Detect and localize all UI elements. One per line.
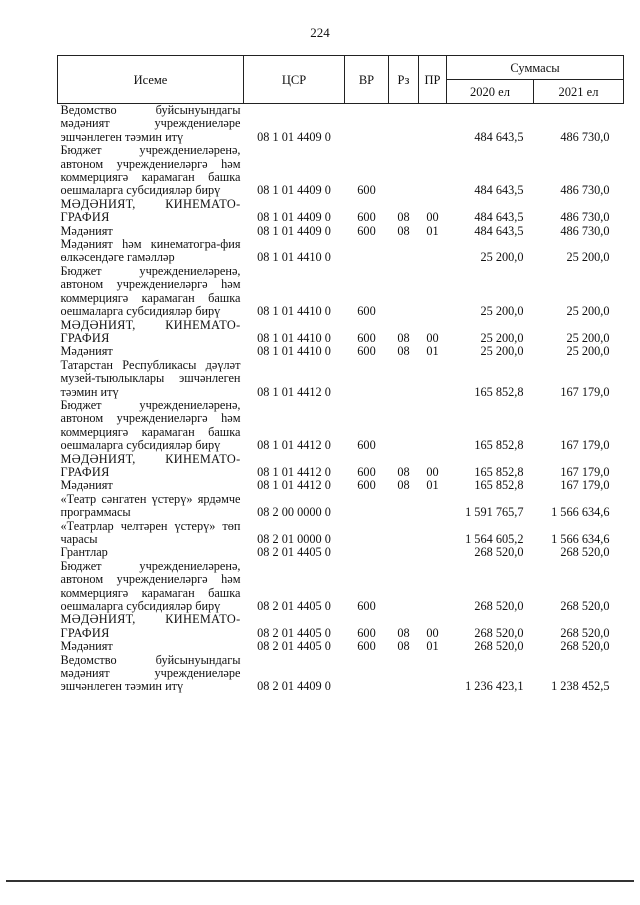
row-name: МӘДӘНИЯТ, КИНЕМАТО-ГРАФИЯ <box>60 451 241 479</box>
row-vr: 600 <box>357 599 376 614</box>
row-pr <box>419 654 447 694</box>
row-name: Бюджет учреждениеләренә, автоном учреждениеләргә һәм коммерциягә карамаган башка оешмаларга субсидияләр бирү <box>60 143 241 198</box>
row-name: «Театрлар челтәрен үстерү» төп чарасы <box>60 518 241 546</box>
row-name: Мәдәният һәм кинематогра-фия өлкәсендәге гамәлләр <box>60 237 241 265</box>
table-row <box>58 345 624 358</box>
row-amount-2020: 268 520,0 <box>474 599 524 614</box>
row-amount-2021: 486 730,0 <box>560 223 610 238</box>
row-amount-2020: 165 852,8 <box>474 438 524 453</box>
table-row <box>58 613 624 640</box>
row-amount-2020: 484 643,5 <box>474 183 524 198</box>
row-csr: 08 1 01 4412 0 <box>257 384 331 399</box>
row-pr: 01 <box>426 344 439 359</box>
row-amount-2020: 25 200,0 <box>480 250 524 265</box>
row-rz <box>389 265 419 319</box>
row-amount-2020: 25 200,0 <box>480 344 524 359</box>
row-amount-2021: 1 566 634,6 <box>551 532 610 546</box>
row-vr: 600 <box>357 639 376 654</box>
row-vr <box>345 104 389 145</box>
row-vr <box>345 359 389 399</box>
table-row <box>58 520 624 547</box>
row-vr: 600 <box>357 223 376 238</box>
row-amount-2020: 484 643,5 <box>474 129 524 144</box>
row-pr: 00 <box>426 464 439 479</box>
row-csr: 08 1 01 4409 0 <box>257 210 331 225</box>
row-vr: 600 <box>357 330 376 345</box>
row-vr <box>345 238 389 265</box>
row-csr: 08 2 01 0000 0 <box>257 532 331 546</box>
row-rz <box>389 493 419 520</box>
row-rz: 08 <box>397 625 410 640</box>
table-row <box>58 640 624 653</box>
row-csr: 08 1 01 4410 0 <box>257 304 331 319</box>
table-row <box>58 198 624 225</box>
header-csr: ЦСР <box>244 56 345 104</box>
row-rz <box>389 520 419 547</box>
row-amount-2020: 1 564 605,2 <box>465 532 524 546</box>
row-vr <box>345 546 389 559</box>
row-amount-2021: 167 179,0 <box>560 464 610 479</box>
row-name: Мәдәният <box>60 344 113 359</box>
row-csr: 08 1 01 4409 0 <box>257 183 331 198</box>
row-amount-2020: 268 520,0 <box>474 639 524 654</box>
table-row <box>58 238 624 265</box>
row-csr: 08 1 01 4410 0 <box>257 344 331 359</box>
row-csr: 08 2 01 4409 0 <box>257 679 331 694</box>
row-pr: 01 <box>426 639 439 654</box>
row-csr: 08 1 01 4409 0 <box>257 129 331 144</box>
row-name: МӘДӘНИЯТ, КИНЕМАТО-ГРАФИЯ <box>60 612 241 640</box>
row-amount-2020: 165 852,8 <box>474 478 524 493</box>
header-pr: ПР <box>419 56 447 104</box>
row-csr: 08 2 01 4405 0 <box>257 639 331 654</box>
row-amount-2021: 268 520,0 <box>560 599 610 614</box>
row-amount-2021: 25 200,0 <box>566 304 610 319</box>
row-pr <box>419 399 447 453</box>
row-csr: 08 2 01 4405 0 <box>257 625 331 640</box>
row-name: Бюджет учреждениеләренә, автоном учреждениеләргә һәм коммерциягә карамаган башка оешмаларга субсидияләр бирү <box>60 558 241 614</box>
row-amount-2021: 1 238 452,5 <box>551 679 610 694</box>
row-amount-2021: 167 179,0 <box>560 438 610 453</box>
budget-table <box>57 55 624 694</box>
table-row <box>58 144 624 198</box>
row-amount-2021: 486 730,0 <box>560 129 610 144</box>
row-pr: 00 <box>426 210 439 225</box>
row-csr: 08 1 01 4409 0 <box>257 223 331 238</box>
row-rz: 08 <box>397 639 410 654</box>
table-row <box>58 546 624 559</box>
row-vr: 600 <box>357 210 376 225</box>
row-rz <box>389 399 419 453</box>
row-amount-2020: 484 643,5 <box>474 223 524 238</box>
row-pr <box>419 520 447 547</box>
row-pr <box>419 493 447 520</box>
bottom-rule <box>6 880 634 882</box>
row-name: Бюджет учреждениеләренә, автоном учреждениеләргә һәм коммерциягә карамаган башка оешмаларга субсидияләр бирү <box>60 263 241 319</box>
row-pr: 00 <box>426 330 439 345</box>
row-amount-2021: 268 520,0 <box>560 639 610 654</box>
row-amount-2020: 25 200,0 <box>480 304 524 319</box>
row-amount-2021: 268 520,0 <box>560 625 610 640</box>
row-pr <box>419 560 447 614</box>
table-row <box>58 493 624 520</box>
row-name: МӘДӘНИЯТ, КИНЕМАТО-ГРАФИЯ <box>60 196 241 225</box>
row-pr: 01 <box>426 478 439 493</box>
row-vr: 600 <box>357 344 376 359</box>
row-rz <box>389 238 419 265</box>
row-amount-2021: 25 200,0 <box>566 344 610 359</box>
row-rz: 08 <box>397 344 410 359</box>
row-amount-2020: 268 520,0 <box>474 545 524 560</box>
row-vr: 600 <box>357 478 376 493</box>
row-amount-2020: 268 520,0 <box>474 625 524 640</box>
table-row <box>58 265 624 319</box>
page-number: 224 <box>310 25 330 40</box>
header-year-2021: 2021 ел <box>534 80 624 104</box>
row-name: Ведомство буйсынуындагы мәдәният учреждениеләре эшчәнлеген тәэмин итү <box>60 103 241 144</box>
row-amount-2020: 25 200,0 <box>480 330 524 345</box>
row-amount-2021: 25 200,0 <box>566 250 610 265</box>
row-rz: 08 <box>397 210 410 225</box>
table-row <box>58 319 624 346</box>
row-pr <box>419 144 447 198</box>
row-name: Мәдәният <box>60 478 113 493</box>
table-row <box>58 359 624 399</box>
table-row <box>58 399 624 453</box>
header-rz: Рз <box>389 56 419 104</box>
row-pr <box>419 104 447 145</box>
row-amount-2021: 486 730,0 <box>560 210 610 225</box>
table-row <box>58 479 624 492</box>
row-rz <box>389 560 419 614</box>
row-pr: 00 <box>426 625 439 640</box>
row-amount-2021: 486 730,0 <box>560 183 610 198</box>
row-name: Грантлар <box>60 545 108 560</box>
table-body <box>58 104 624 694</box>
row-csr: 08 1 01 4412 0 <box>257 464 331 479</box>
row-vr: 600 <box>357 183 376 198</box>
row-amount-2021: 167 179,0 <box>560 478 610 493</box>
row-name: МӘДӘНИЯТ, КИНЕМАТО-ГРАФИЯ <box>60 317 241 345</box>
row-name: Бюджет учреждениеләренә, автоном учреждениеләргә һәм коммерциягә карамаган башка оешмаларга субсидияләр бирү <box>60 397 241 453</box>
row-rz: 08 <box>397 330 410 345</box>
table-row <box>58 453 624 480</box>
table-row <box>58 560 624 614</box>
row-vr <box>345 493 389 520</box>
row-rz <box>389 359 419 399</box>
row-rz: 08 <box>397 464 410 479</box>
row-vr: 600 <box>357 438 376 453</box>
row-vr: 600 <box>357 625 376 640</box>
row-rz <box>389 546 419 559</box>
row-pr: 01 <box>426 223 439 238</box>
row-name: «Театр сәнгатен үстерү» ярдәмче программасы <box>60 491 241 520</box>
row-rz <box>389 104 419 145</box>
row-rz: 08 <box>397 478 410 493</box>
header-year-2020: 2020 ел <box>447 80 534 104</box>
row-name: Мәдәният <box>60 223 113 238</box>
row-amount-2021: 1 566 634,6 <box>551 505 610 520</box>
row-rz: 08 <box>397 223 410 238</box>
row-pr <box>419 359 447 399</box>
table-row <box>58 104 624 145</box>
row-rz <box>389 144 419 198</box>
row-rz <box>389 654 419 694</box>
row-csr: 08 1 01 4412 0 <box>257 438 331 453</box>
row-name: Татарстан Республикасы дәүләт музей-тыюлыклары эшчәнлеген тәэмин итү <box>60 357 241 399</box>
row-amount-2020: 484 643,5 <box>474 210 524 225</box>
row-csr: 08 1 01 4410 0 <box>257 250 331 265</box>
header-sums: Суммасы <box>447 56 624 80</box>
row-amount-2021: 268 520,0 <box>560 545 610 560</box>
row-amount-2021: 167 179,0 <box>560 384 610 399</box>
row-amount-2021: 25 200,0 <box>566 330 610 345</box>
table-row <box>58 654 624 694</box>
row-csr: 08 1 01 4412 0 <box>257 478 331 493</box>
row-amount-2020: 1 591 765,7 <box>465 505 524 520</box>
row-amount-2020: 165 852,8 <box>474 384 524 399</box>
row-amount-2020: 1 236 423,1 <box>465 679 524 694</box>
row-vr <box>345 520 389 547</box>
header-name: Исеме <box>58 56 244 104</box>
header-vr: ВР <box>345 56 389 104</box>
row-csr: 08 2 01 4405 0 <box>257 545 331 560</box>
row-name: Мәдәният <box>60 639 113 654</box>
table-header <box>58 56 624 104</box>
table-row <box>58 225 624 238</box>
row-vr: 600 <box>357 304 376 319</box>
row-csr: 08 2 01 4405 0 <box>257 599 331 614</box>
row-pr <box>419 265 447 319</box>
row-amount-2020: 165 852,8 <box>474 464 524 479</box>
row-vr <box>345 654 389 694</box>
row-csr: 08 2 00 0000 0 <box>257 505 331 520</box>
row-name: Ведомство буйсынуындагы мәдәният учреждениеләре эшчәнлеген тәэмин итү <box>60 652 241 694</box>
row-pr <box>419 238 447 265</box>
row-pr <box>419 546 447 559</box>
row-vr: 600 <box>357 464 376 479</box>
row-csr: 08 1 01 4410 0 <box>257 330 331 345</box>
